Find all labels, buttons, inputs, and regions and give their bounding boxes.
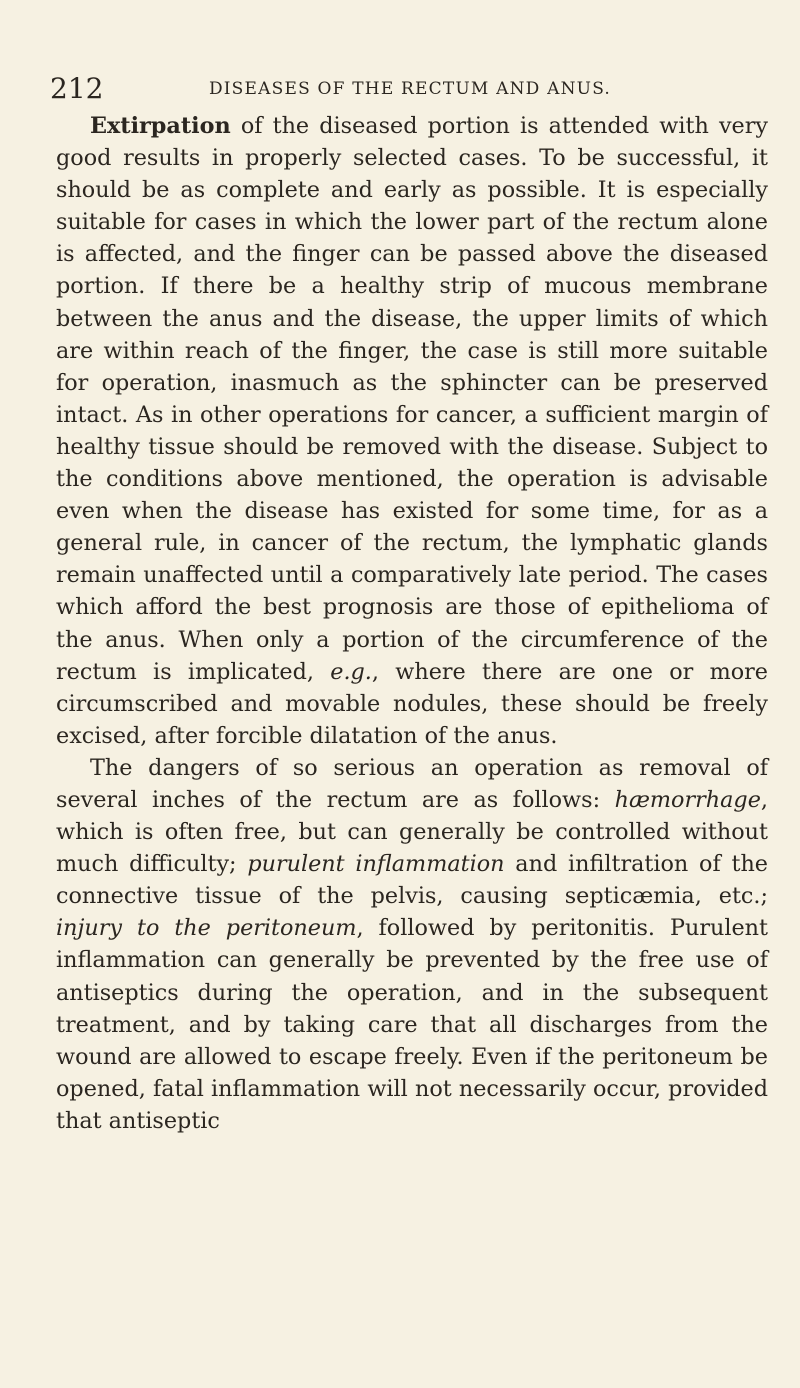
page-number: 212: [50, 72, 104, 105]
paragraph-text: of the diseased portion is attended with very good results in properly selected cases. To be successful, it should be as complete and early as possible. It is especially suitable for cases in which the lower part of the rectum alone is affected, and the finger can be passed above the diseased portion. If there be a healthy strip of mucous membrane between the anus and the disease, the upper limits of which are within reach of the finger, the case is still more suitable for operation, inasmuch as the sphincter can be preserved intact. As in other operations for cancer, a sufficient margin of healthy tissue should be removed with the disease. Subject to the conditions above mentioned, the operation is advisable even when the disease has existed for some time, for as a general rule, in cancer of the rectum, the lymphatic glands remain unaffected until a comparatively late period. The cases which afford the best prognosis are those of epithelioma of the anus. When only a portion of the circumference of the rectum is implicated,: [56, 113, 768, 685]
italic-term: injury to the peritoneum: [56, 915, 357, 942]
paragraph-text: , where there are one or more circumscribed and movable nodules, these should be freely excised, after forcible dilatation of the anus.: [56, 658, 769, 749]
page-header: [50, 72, 770, 106]
italic-term: hæmorrhage: [614, 786, 761, 813]
paragraph-text: The dangers of so serious an operation as removal of several inches of the rectum are as follows:: [56, 754, 768, 813]
paragraph-dangers: [56, 752, 768, 1137]
run-in-heading: Extirpation: [90, 113, 231, 139]
body-text: [56, 110, 768, 1137]
paragraph-extirpation: [56, 110, 768, 752]
paragraph-text: , which is often free, but can generally be controlled without much difficulty;: [56, 786, 768, 878]
paragraph-text: , followed by peritonitis. Purulent inflammation can generally be prevented by the free use of antiseptics during the operation, and in the subsequent treatment, and by taking care that all discharges from the wound are allowed to escape freely. Even if the peritoneum be opened, fatal inflammation will not necessarily occur, provided that antiseptic: [56, 915, 768, 1134]
italic-term: e.g.: [330, 658, 372, 685]
paragraph-text: and infiltration of the connective tissue of the pelvis, causing septicæmia, etc.;: [56, 851, 769, 910]
running-head: DISEASES OF THE RECTUM AND ANUS.: [208, 79, 612, 99]
italic-term: purulent inflammation: [247, 851, 505, 878]
